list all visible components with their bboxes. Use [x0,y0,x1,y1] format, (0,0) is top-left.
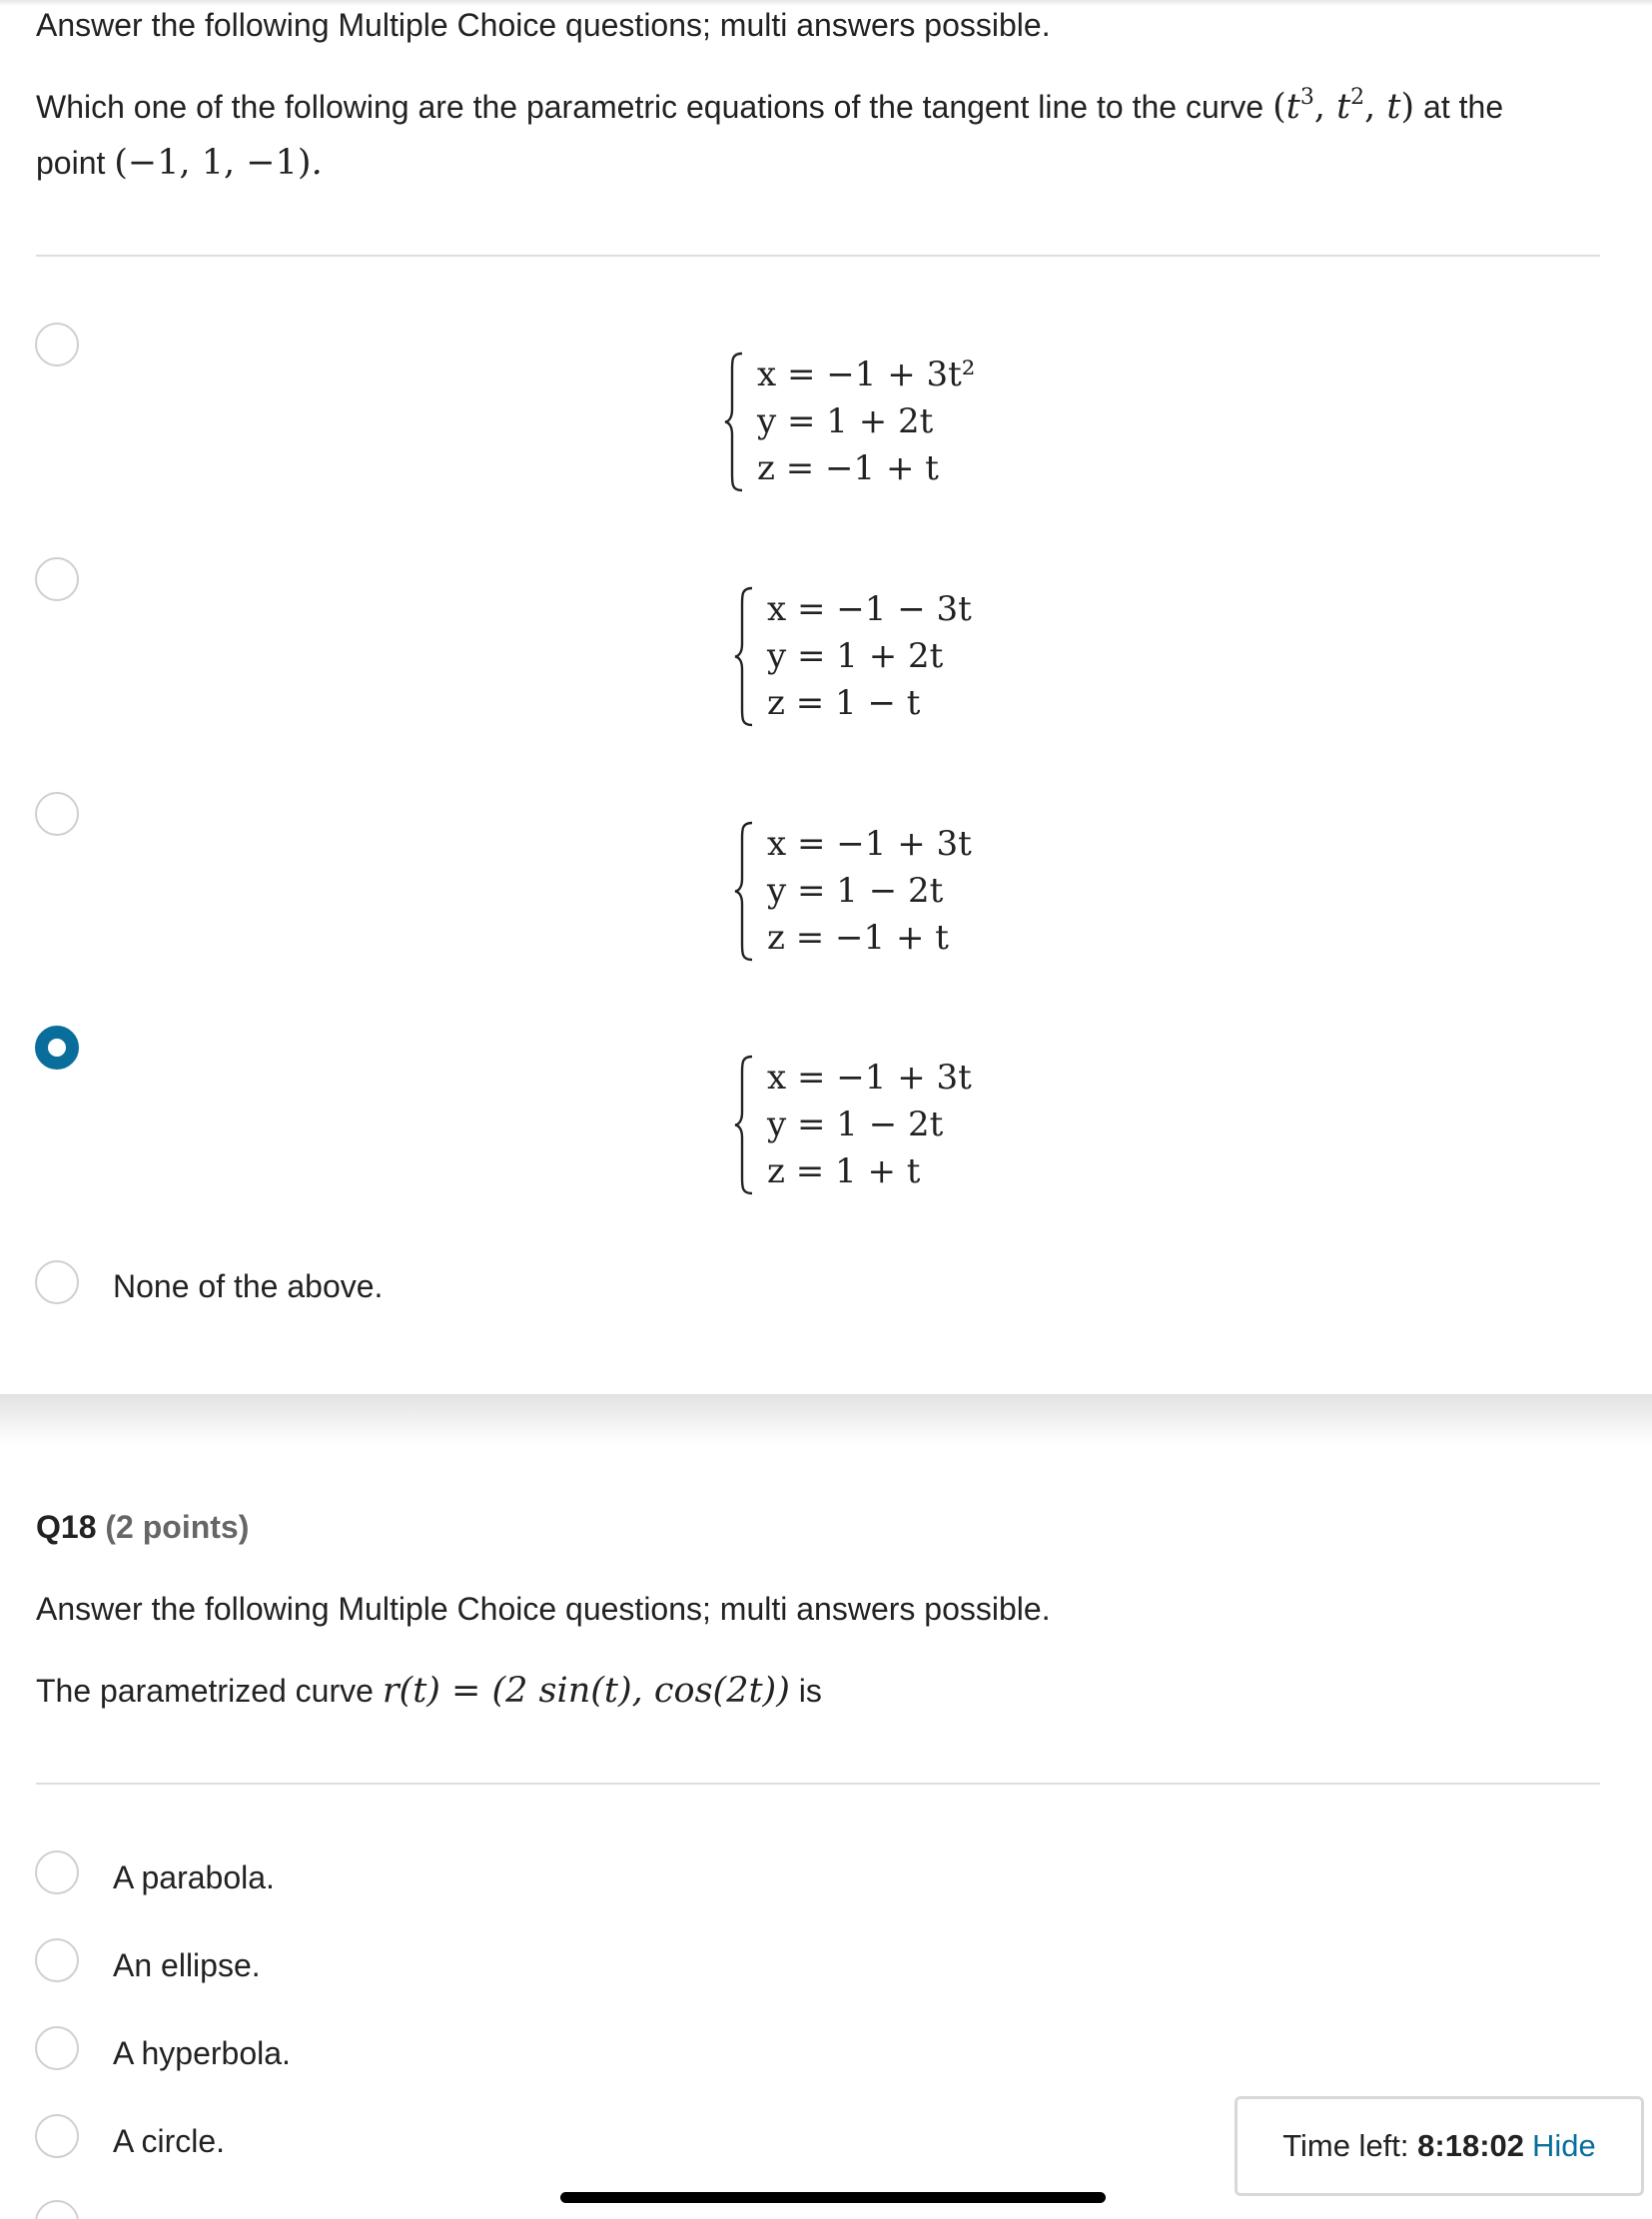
q18-divider [36,1783,1600,1785]
q18-instructions: Answer the following Multiple Choice questions; multi answers possible. [36,1591,1051,1627]
q18-formula: r(t) = (2 sin(t), cos(2t)) [382,1671,790,1711]
q17-prompt-line1 [36,86,1503,128]
hide-timer-link[interactable]: Hide [1532,2128,1596,2163]
q17-option-c-radio[interactable] [35,792,79,836]
q17-point-formula: (−1, 1, −1) [114,143,312,183]
q17-curve-formula: ($t^3$, $t^2$, t) [1272,85,1415,127]
q17-prompt-text-3: point [36,145,115,181]
q18-option-d-label[interactable]: A circle. [113,2123,226,2159]
q17-option-c-eq-y: y = 1 − 2t [767,871,944,911]
home-indicator[interactable] [560,2192,1106,2203]
q17-option-a-eq-y: y = 1 + 2t [757,401,934,441]
q18-prompt [36,1670,822,1712]
q17-option-c-eq-z: z = −1 + t [767,918,949,958]
q18-option-e-radio[interactable] [35,2200,79,2219]
q18-prompt-text: The parametrized curve [36,1673,383,1709]
q17-option-e-label[interactable]: None of the above. [113,1268,384,1304]
q17-prompt-text-2: at the [1414,89,1504,125]
left-brace-icon [733,821,755,962]
q18-option-c-radio[interactable] [35,2026,79,2070]
left-brace-icon [733,586,755,727]
q17-option-d-eq-y: y = 1 − 2t [767,1105,944,1144]
q17-option-a-radio[interactable] [35,323,79,367]
left-brace-icon [733,1055,755,1195]
q17-divider [36,255,1600,257]
q17-option-d-equations [733,1055,972,1195]
q17-option-b-equations [733,586,972,727]
q17-prompt-period: . [311,143,323,183]
q17-prompt-text: Which one of the following are the parametric equations of the tangent line to the curve [36,89,1273,125]
time-left-value: 8:18:02 [1417,2128,1525,2163]
q17-option-b-eq-y: y = 1 + 2t [767,636,944,676]
q18-option-a-radio[interactable] [35,1850,79,1894]
question-separator [0,1394,1652,1446]
q17-option-a-eq-z: z = −1 + t [757,448,939,488]
q18-title: Q18 [36,1509,97,1545]
q18-option-d-radio[interactable] [35,2114,79,2158]
q17-option-b-eq-z: z = 1 − t [767,683,921,723]
q18-option-c-label[interactable]: A hyperbola. [113,2035,291,2071]
q18-header [36,1508,249,1546]
q17-option-b-eq-x: x = −1 − 3t [767,589,972,629]
q18-option-b-radio[interactable] [35,1938,79,1982]
q18-option-a-label[interactable]: A parabola. [113,1859,275,1895]
time-left-label: Time left: [1282,2128,1409,2163]
q18-points: (2 points) [105,1509,250,1545]
q17-option-d-radio[interactable] [35,1026,79,1070]
q18-prompt-text-2: is [789,1673,822,1709]
q17-option-a-eq-x: x = −1 + 3t² [757,355,976,394]
q17-option-d-eq-z: z = 1 + t [767,1151,921,1191]
q17-option-c-equations [733,821,972,962]
q17-instructions: Answer the following Multiple Choice questions; multi answers possible. [36,7,1051,43]
q17-option-b-radio[interactable] [35,557,79,601]
time-left-panel [1235,2096,1644,2196]
q17-prompt-line2 [36,142,323,184]
q17-option-e-radio[interactable] [35,1260,79,1304]
q18-option-b-label[interactable]: An ellipse. [113,1947,261,1983]
left-brace-icon [723,352,745,492]
q17-option-d-eq-x: x = −1 + 3t [767,1058,972,1098]
q17-option-a-equations [723,352,975,492]
q17-option-c-eq-x: x = −1 + 3t [767,824,972,864]
